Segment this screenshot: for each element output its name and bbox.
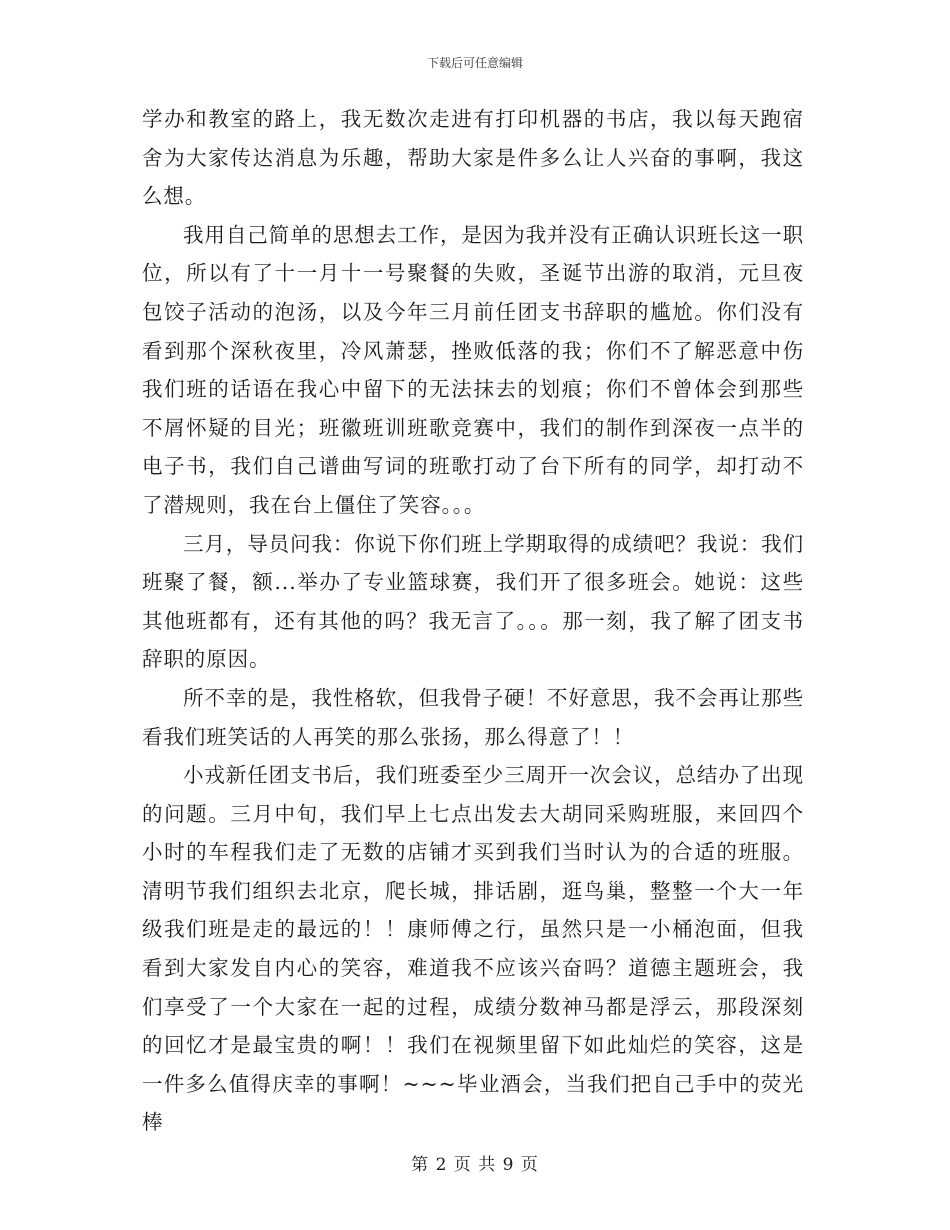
paragraph: 小戎新任团支书后，我们班委至少三周开一次会议，总结办了出现的问题。三月中旬，我们早上七点出发去大胡同采购班服，来回四个小时的车程我们走了无数的店铺才买到我们当时认为的合适的班服。清明节我们组织去北京，爬长城，排话剧，逛鸟巢，整整一个大一年级我们班是走的最远的！！康师傅之行，虽然只是一小桶泡面，但我看到大家发自内心的笑容，难道我不应该兴奋吗？道德主题班会，我们享受了一个大家在一起的过程，成绩分数神马都是浮云，那段深刻的回忆才是最宝贵的啊！！我们在视频里留下如此灿烂的笑容，这是一件多么值得庆幸的事啊！~~~毕业酒会，当我们把自己手中的荧光棒 bbox=[142, 763, 804, 1135]
paragraph: 我用自己简单的思想去工作，是因为我并没有正确认识班长这一职位，所以有了十一月十一号聚餐的失败，圣诞节出游的取消，元旦夜包饺子活动的泡汤，以及今年三月前任团支书辞职的尴尬。你们没有看到那个深秋夜里，冷风萧瑟，挫败低落的我；你们不了解恶意中伤我们班的话语在我心中留下的无法抹去的划痕；你们不曾体会到那些不屑怀疑的目光；班徽班训班歌竞赛中，我们的制作到深夜一点半的电子书，我们自己谱曲写词的班歌打动了台下所有的同学，却打动不了潜规则，我在台上僵住了笑容。。。 bbox=[142, 222, 804, 517]
document-body bbox=[142, 100, 804, 1142]
page-header: 下载后可任意编辑 bbox=[426, 56, 523, 70]
paragraph: 所不幸的是，我性格软，但我骨子硬！不好意思，我不会再让那些看我们班笑话的人再笑的那么张扬，那么得意了！！ bbox=[142, 685, 804, 749]
page-number: 第 2 页 共 9 页 bbox=[411, 1155, 539, 1175]
paragraph-continuation: 学办和教室的路上，我无数次走进有打印机器的书店，我以每天跑宿舍为大家传达消息为乐趣，帮助大家是件多么让人兴奋的事啊，我这么想。 bbox=[142, 107, 804, 209]
paragraph: 三月，导员问我：你说下你们班上学期取得的成绩吧？我说：我们班聚了餐，额...举办了专业篮球赛，我们开了很多班会。她说：这些其他班都有，还有其他的吗？我无言了。。。那一刻，我了解了团支书辞职的原因。 bbox=[142, 531, 804, 672]
